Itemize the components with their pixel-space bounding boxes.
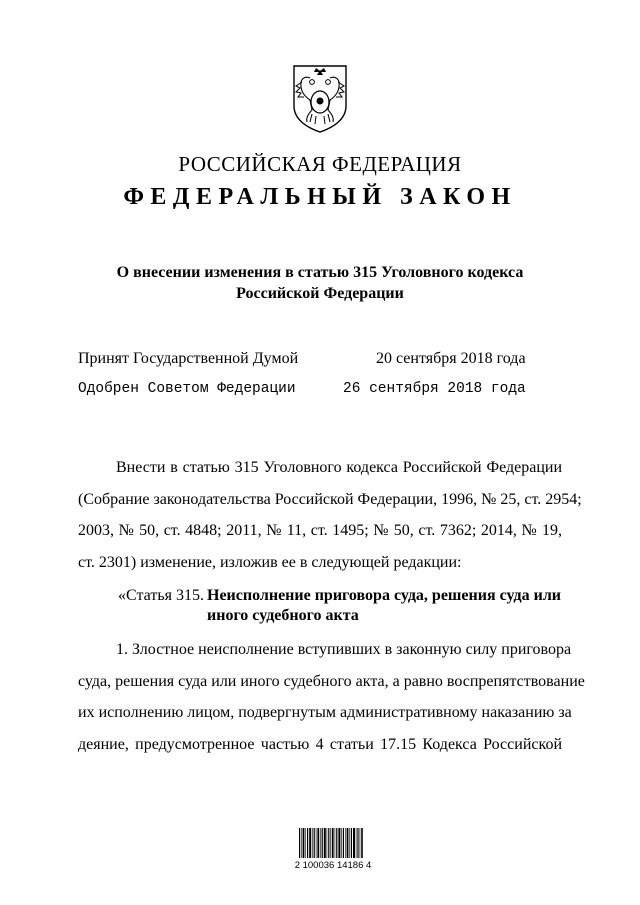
paragraph-line: ст. 2301) изменение, изложив ее в следующей редакции: — [78, 553, 462, 571]
approval-label: Одобрен Советом Федерации — [78, 381, 296, 397]
article-title-line: Неисполнение приговора суда, решения суда или — [207, 587, 562, 604]
paragraph-line: 2003, № 50, ст. 4848; 2011, № 11, ст. 1495; № 50, ст. 7362; 2014, № 19, — [78, 522, 562, 539]
paragraph-line: деяние, предусмотренное частью 4 статьи 17.15 Кодекса Российской — [78, 735, 562, 753]
country-name: РОССИЙСКАЯ ФЕДЕРАЦИЯ — [178, 152, 462, 176]
article-title — [207, 586, 567, 626]
approval-label: Принят Государственной Думой — [78, 350, 299, 367]
paragraph-line: (Собрание законодательства Российской Федерации, 1996, № 25, ст. 2954; — [78, 490, 582, 508]
document-type-title: ФЕДЕРАЛЬНЫЙ ЗАКОН — [123, 184, 517, 210]
law-subject-line: О внесении изменения в статью 315 Уголовного кодекса — [116, 264, 524, 281]
barcode-block — [293, 820, 372, 880]
approval-row-duma — [78, 350, 568, 372]
paragraph-line: суда, решения суда или иного судебного акта, а равно воспрепятствование — [78, 672, 585, 690]
article-number: «Статья 315. — [118, 587, 204, 604]
approval-date: 20 сентября 2018 года — [376, 350, 526, 367]
paragraph-line: Внести в статью 315 Уголовного кодекса Российской Федерации — [116, 459, 562, 476]
russian-coat-of-arms-icon — [288, 62, 352, 134]
intro-paragraph — [78, 452, 582, 578]
paragraph-line: 1. Злостное неисполнение вступивших в законную силу приговора — [116, 641, 572, 658]
approval-date: 26 сентября 2018 года — [343, 381, 526, 397]
barcode-number: 2 100036 14186 4 — [294, 860, 372, 871]
law-subject-line: Российской Федерации — [236, 285, 404, 302]
approval-row-federation-council — [78, 381, 568, 403]
barcode-icon — [299, 828, 363, 858]
clause-paragraph — [78, 634, 585, 760]
law-subject-heading — [0, 262, 640, 304]
paragraph-line: их исполнению лицом, подвергнутым административному наказанию за — [78, 704, 572, 721]
article-title-line: иного судебного акта — [207, 607, 359, 624]
